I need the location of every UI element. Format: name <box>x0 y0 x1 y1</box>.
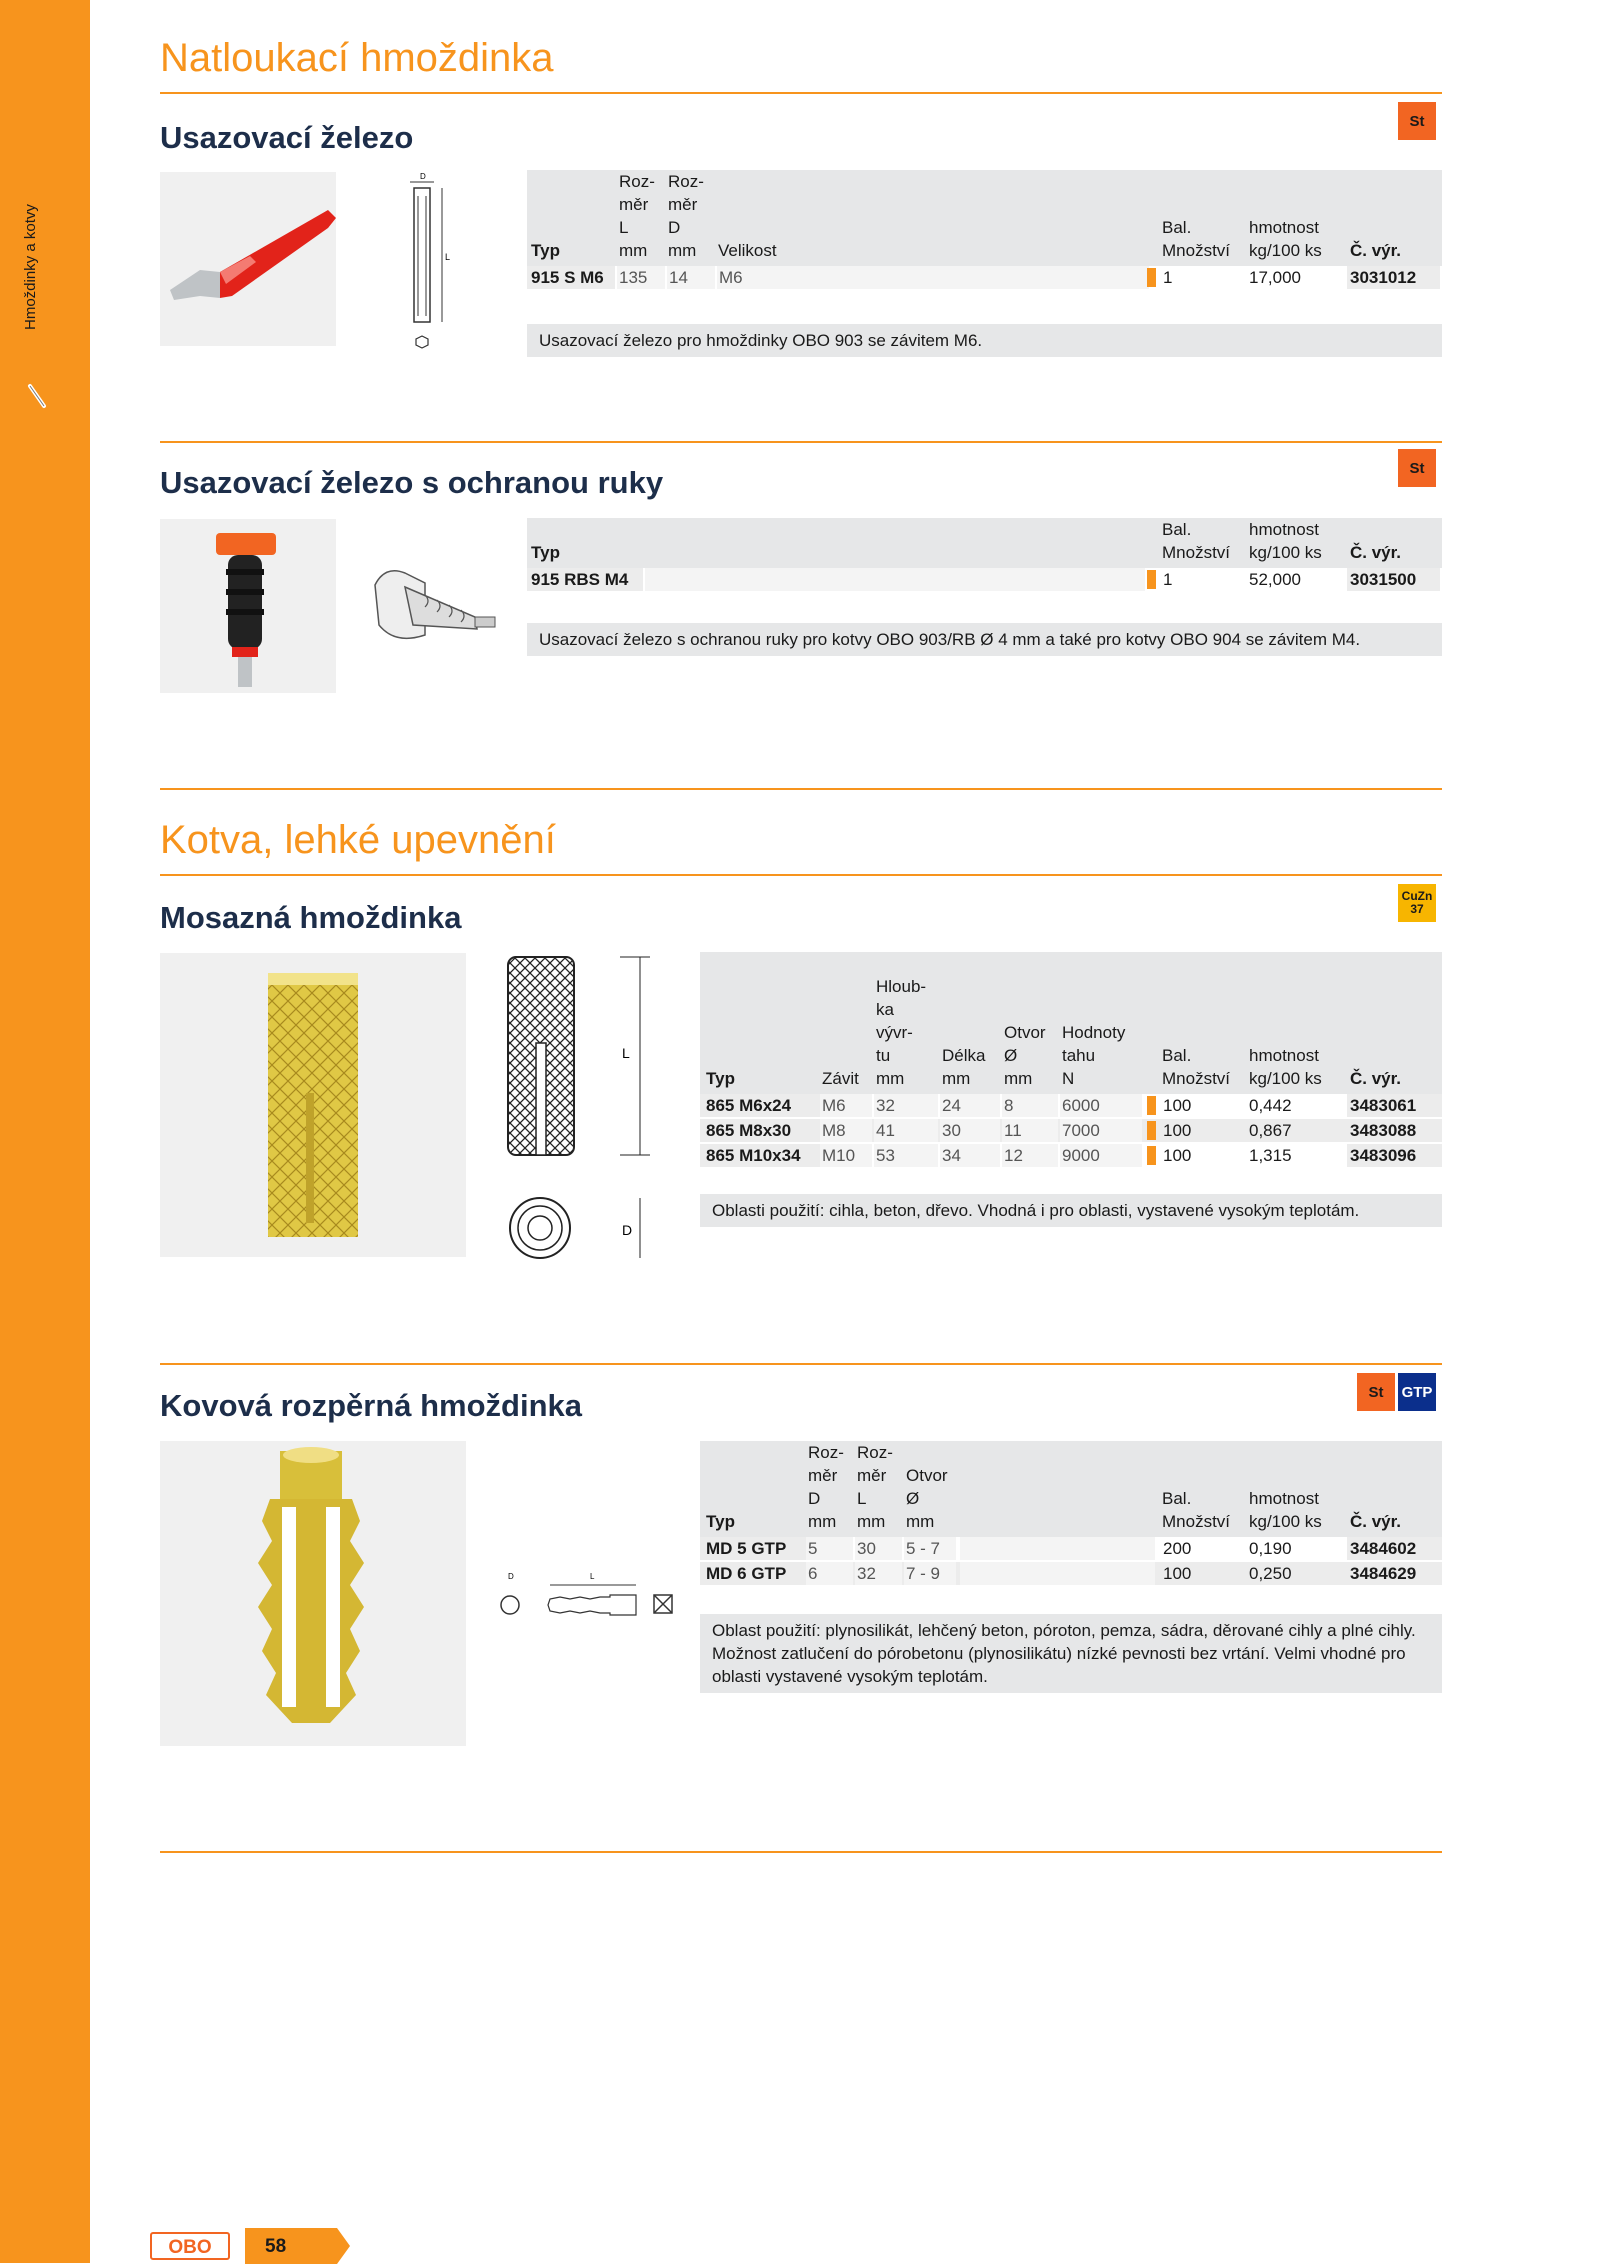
product-table-1 <box>527 170 1442 291</box>
product-note-4: Oblast použití: plynosilikát, lehčený beton, póroton, pemza, sádra, děrované cihly a plné cihly. Možnost zatlučení do pórobetonu (plynosilikátu) nízké pevnosti bez vrtání. Velmi vhodné pro oblasti vystavené vysokým teplotám. <box>700 1614 1442 1693</box>
product-photo-setting-tool-hand-guard <box>160 519 336 693</box>
divider <box>160 1851 1442 1853</box>
col-typ: Typ <box>531 241 560 260</box>
table-header <box>527 170 1442 266</box>
sidebar <box>0 0 90 2263</box>
col-code: Č. výr. <box>1350 1069 1402 1088</box>
product-title-4: Kovová rozpěrná hmoždinka <box>160 1388 583 1423</box>
material-badge: St <box>1357 1373 1395 1411</box>
col-pack: Bal. Množství <box>1162 218 1231 260</box>
col-weight: hmotnost kg/100 ks <box>1249 1046 1322 1088</box>
technical-drawing-brass-anchor <box>500 953 660 1263</box>
col-length: Délka mm <box>942 1046 986 1088</box>
table-header <box>700 952 1442 1094</box>
col-drill-depth: Hloub- ka vývr- tu mm <box>876 977 927 1088</box>
table-row: 915 RBS M4 1 52,000 3031500 <box>527 568 1442 593</box>
dim-label-l: L <box>445 252 451 262</box>
obo-logo-text: OBO <box>168 2237 212 2258</box>
table-row: 865 M6x24 M6 32 24 8 6000 100 0,442 3483061 <box>700 1094 1442 1119</box>
col-typ: Typ <box>531 543 560 562</box>
product-table-3 <box>700 952 1442 1169</box>
section-title-1: Natloukací hmoždinka <box>160 36 554 80</box>
product-title-3: Mosazná hmoždinka <box>160 900 462 935</box>
col-diameter: Roz- měr D mm <box>668 172 704 260</box>
orange-marker <box>1147 1121 1156 1140</box>
col-typ: Typ <box>706 1512 735 1531</box>
col-pack: Bal. Množství <box>1162 1046 1231 1088</box>
material-badge: St <box>1398 449 1436 487</box>
table-row: MD 5 GTP 5 30 5 - 7 200 0,190 3484602 <box>700 1537 1442 1562</box>
product-table-2 <box>527 518 1442 593</box>
dim-label-l: L <box>622 1045 630 1061</box>
product-note-3: Oblasti použití: cihla, beton, dřevo. Vhodná i pro oblasti, vystavené vysokým teplotám. <box>700 1194 1442 1227</box>
col-typ: Typ <box>706 1069 735 1088</box>
table-header <box>700 1441 1442 1537</box>
col-code: Č. výr. <box>1350 543 1402 562</box>
coating-badge-gtp: GTP <box>1398 1373 1436 1411</box>
product-note-1: Usazovací železo pro hmoždinky OBO 903 se závitem M6. <box>527 324 1442 357</box>
col-weight: hmotnost kg/100 ks <box>1249 520 1322 562</box>
material-badge: St <box>1398 102 1436 140</box>
table-row: 915 S M6 135 14 M6 1 17,000 3031012 <box>527 266 1442 291</box>
product-title-2: Usazovací železo s ochranou ruky <box>160 465 664 500</box>
divider <box>160 441 1442 443</box>
col-code: Č. výr. <box>1350 241 1402 260</box>
material-badge: CuZn 37 <box>1398 884 1436 922</box>
page-number: 58 <box>265 2236 287 2257</box>
product-photo-brass-anchor <box>160 953 466 1257</box>
dim-label-d: D <box>420 172 426 181</box>
product-image-anchor <box>365 555 505 665</box>
col-hole: Otvor Ø mm <box>906 1466 948 1531</box>
technical-drawing-metal-expansion-anchor <box>490 1565 675 1625</box>
page-number-tab <box>245 2228 350 2264</box>
col-weight: hmotnost kg/100 ks <box>1249 218 1322 260</box>
dim-label-d: D <box>508 1572 514 1581</box>
section-title-2: Kotva, lehké upevnění <box>160 818 556 862</box>
orange-marker <box>1147 1146 1156 1165</box>
obo-logo <box>150 2232 230 2260</box>
divider <box>160 788 1442 790</box>
product-title-1: Usazovací železo <box>160 120 414 155</box>
col-length: Roz- měr L mm <box>619 172 655 260</box>
table-row: 865 M10x34 M10 53 34 12 9000 100 1,315 3483096 <box>700 1144 1442 1169</box>
col-diameter: Roz- měr D mm <box>808 1443 844 1531</box>
table-row: MD 6 GTP 6 32 7 - 9 100 0,250 3484629 <box>700 1562 1442 1587</box>
product-photo-metal-expansion-anchor <box>160 1441 466 1746</box>
table-header <box>527 518 1442 568</box>
col-weight: hmotnost kg/100 ks <box>1249 1489 1322 1531</box>
technical-drawing-setting-tool <box>390 172 460 352</box>
product-photo-setting-tool <box>160 172 336 346</box>
wrench-icon <box>26 382 50 412</box>
col-pack: Bal. Množství <box>1162 520 1231 562</box>
sidebar-label: Hmoždinky a kotvy <box>22 204 39 330</box>
table-row: 865 M8x30 M8 41 30 11 7000 100 0,867 3483088 <box>700 1119 1442 1144</box>
col-length: Roz- měr L mm <box>857 1443 893 1531</box>
dim-label-d: D <box>622 1222 633 1238</box>
col-pack: Bal. Množství <box>1162 1489 1231 1531</box>
product-table-4 <box>700 1441 1442 1587</box>
divider <box>160 1363 1442 1365</box>
col-tensile: Hodnoty tahu N <box>1062 1023 1126 1088</box>
orange-marker <box>1147 570 1156 589</box>
col-thread: Závit <box>822 1069 859 1088</box>
orange-marker <box>1147 268 1156 287</box>
dim-label-l: L <box>590 1572 595 1581</box>
divider <box>160 874 1442 876</box>
col-code: Č. výr. <box>1350 1512 1402 1531</box>
orange-marker <box>1147 1096 1156 1115</box>
product-note-2: Usazovací železo s ochranou ruky pro kotvy OBO 903/RB Ø 4 mm a také pro kotvy OBO 904 se závitem M4. <box>527 623 1442 656</box>
col-hole: Otvor Ø mm <box>1004 1023 1046 1088</box>
divider <box>160 92 1442 94</box>
col-size: Velikost <box>718 241 777 260</box>
